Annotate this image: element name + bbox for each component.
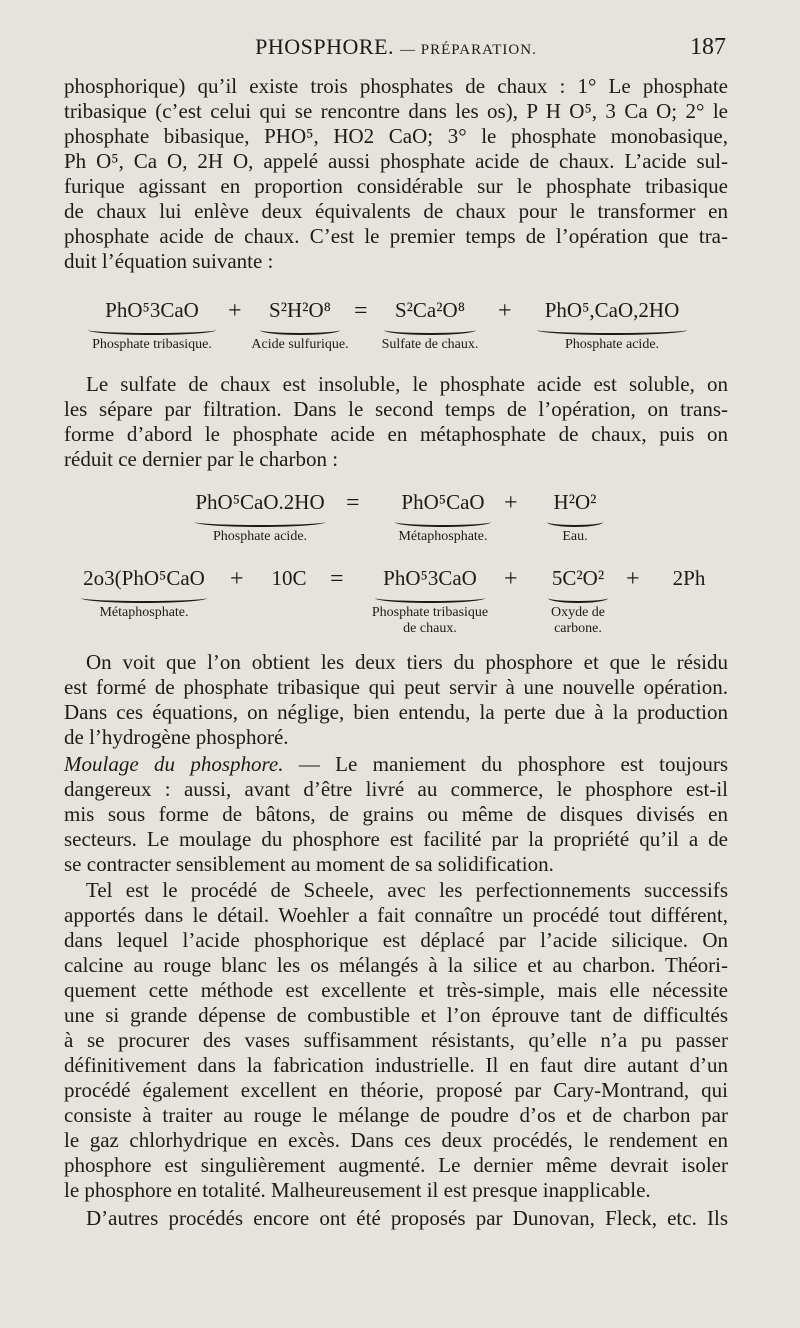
- plus-sign: +: [504, 566, 518, 592]
- text-line: Ph O⁵, Ca O, 2H O, appelé aussi phosphate acide de chaux. L’acide sul-: [64, 149, 728, 173]
- plus-sign: +: [498, 298, 512, 324]
- equation-3: [0, 566, 800, 646]
- formula: PhO⁵CaO.2HO: [195, 490, 325, 514]
- paragraph-3: [64, 650, 728, 750]
- formula: PhO⁵CaO: [401, 490, 485, 514]
- formula: S²Ca²O⁸: [394, 298, 466, 322]
- header-title-sub: — PRÉPARATION.: [400, 42, 537, 58]
- text-line: le phosphore en totalité. Malheureusement il est presque inapplicable.: [64, 1178, 651, 1202]
- formula: PhO⁵3CaO: [105, 298, 199, 322]
- equation-term: [190, 490, 330, 545]
- text-line: se contracter sensiblement au moment de sa solidification.: [64, 852, 554, 876]
- text-fragment: — Le maniement du phosphore est toujours: [298, 752, 728, 776]
- text-line: dans lequel l’acide phosphorique est déplacé par l’acide silicique. On: [64, 928, 728, 952]
- text-line: définitivement dans la fabrication industrielle. Il en faut dire autant d’un: [64, 1053, 728, 1077]
- text-line: phosphorique) qu’il existe trois phosphates de chaux : 1° Le phosphate: [64, 74, 728, 98]
- text-line: réduit ce dernier par le charbon :: [64, 447, 339, 471]
- text-line: forme d’abord le phosphate acide en métaphosphate de chaux, puis on: [64, 422, 728, 446]
- text-line: apportés dans le détail. Woehler a fait connaître un procédé tout différent,: [64, 903, 728, 927]
- plus-sign: +: [626, 566, 640, 592]
- term-label: Métaphosphate.: [99, 605, 189, 620]
- text-line: D’autres procédés encore ont été proposés par Dunovan, Fleck, etc. Ils: [86, 1206, 728, 1230]
- equation-2: [0, 490, 800, 550]
- text-line: duit l’équation suivante :: [64, 249, 274, 273]
- underbrace: [195, 517, 325, 527]
- equation-term: [82, 298, 222, 353]
- text-line: le gaz chlorhydrique en excès. Dans ces deux procédés, le rendement en: [64, 1128, 728, 1152]
- text-line: furique agissant en proportion considérable sur le phosphate tribasique: [64, 174, 728, 198]
- equation-term: [374, 298, 486, 353]
- equation-term: [540, 566, 616, 637]
- term-label: carbone.: [554, 621, 602, 636]
- text-line: Tel est le procédé de Scheele, avec les perfectionnements successifs: [86, 878, 728, 902]
- equation-term: [74, 566, 214, 621]
- underbrace: [384, 325, 476, 335]
- text-line: tribasique (c’est celui qui se rencontre dans les os), P H O⁵, 3 Ca O; 2° le: [64, 99, 728, 123]
- formula: H²O²: [553, 490, 597, 514]
- equals-sign: =: [330, 566, 344, 592]
- text-line: mis sous forme de bâtons, de grains ou même de disques divisés en: [64, 802, 728, 826]
- term-label: Métaphosphate.: [398, 529, 488, 544]
- equation-term: [664, 566, 714, 591]
- formula: 2Ph: [672, 566, 706, 590]
- text-line: est formé de phosphate tribasique qui peut servir à une nouvelle opération.: [64, 675, 728, 699]
- text-line: Dans ces équations, on néglige, bien entendu, la perte due à la production: [64, 700, 728, 724]
- text-line: Le sulfate de chaux est insoluble, le phosphate acide est soluble, on: [86, 372, 728, 396]
- equals-sign: =: [346, 490, 360, 516]
- formula: PhO⁵3CaO: [383, 566, 477, 590]
- text-line: On voit que l’on obtient les deux tiers du phosphore et que le résidu: [86, 650, 728, 674]
- underbrace: [375, 593, 485, 603]
- text-line: de chaux lui enlève deux équivalents de chaux pour le transformer en: [64, 199, 728, 223]
- formula: S²H²O⁸: [269, 298, 331, 322]
- plus-sign: +: [504, 490, 518, 516]
- equation-1: [0, 298, 800, 358]
- equation-term: [240, 298, 360, 353]
- underbrace: [260, 325, 340, 335]
- plus-sign: +: [228, 298, 242, 324]
- term-label: Phosphate acide.: [212, 529, 308, 544]
- equation-term: [264, 566, 314, 591]
- text-line: à se procurer des vases suffisamment résistants, qu’elle n’a pu passer: [64, 1028, 728, 1052]
- text-line: procédé également excellent en théorie, proposé par Cary-Montrand, qui: [64, 1078, 728, 1102]
- underbrace: [548, 593, 608, 603]
- text-line: une si grande dépense de combustible et l’on éprouve tant de difficultés: [64, 1003, 728, 1027]
- equation-term: [362, 566, 498, 637]
- paragraph-5: [64, 878, 728, 1203]
- term-label: Acide sulfurique.: [251, 337, 349, 352]
- section-title: Moulage du phosphore.: [64, 752, 284, 776]
- text-line: phosphore est singulièrement augmenté. Le dernier même devrait isoler: [64, 1153, 728, 1177]
- running-header: [64, 34, 728, 70]
- underbrace: [81, 593, 207, 603]
- term-label: Phosphate tribasique.: [92, 337, 212, 352]
- paragraph-6: [64, 1206, 728, 1231]
- formula: 5C²O²: [551, 566, 605, 590]
- underbrace: [395, 517, 491, 527]
- text-line: les sépare par filtration. Dans le second temps de l’opération, on trans-: [64, 397, 728, 421]
- text-line: calcine au rouge blanc les os mélangés à la silice et au charbon. Théori-: [64, 953, 728, 977]
- page-number: 187: [690, 34, 726, 60]
- term-label: Phosphate tribasique: [371, 605, 489, 620]
- formula: 10C: [271, 566, 307, 590]
- header-title: [64, 34, 728, 60]
- plus-sign: +: [230, 566, 244, 592]
- text-line: quement cette méthode est excellente et très-simple, mais elle nécessite: [64, 978, 728, 1002]
- paragraph-1: [64, 74, 728, 274]
- paragraph-4: [64, 752, 728, 877]
- term-label: Eau.: [562, 529, 588, 544]
- text-line: secteurs. Le moulage du phosphore est facilité par la propriété qu’il a de: [64, 827, 728, 851]
- equals-sign: =: [354, 298, 368, 324]
- header-title-main: PHOSPHORE.: [255, 34, 395, 59]
- text-line: consiste à traiter au rouge le mélange de poudre d’os et de charbon par: [64, 1103, 728, 1127]
- text-line: [64, 752, 728, 777]
- formula: 2o3(PhO⁵CaO: [83, 566, 205, 590]
- term-label: de chaux.: [403, 621, 457, 636]
- formula: PhO⁵,CaO,2HO: [544, 298, 680, 322]
- text-line: phosphate acide de chaux. C’est le premier temps de l’opération que tra-: [64, 224, 728, 248]
- text-line: de l’hydrogène phosphoré.: [64, 725, 289, 749]
- term-label: Phosphate acide.: [564, 337, 660, 352]
- term-label: Sulfate de chaux.: [381, 337, 479, 352]
- underbrace: [537, 325, 687, 335]
- underbrace: [547, 517, 603, 527]
- text-line: phosphate bibasique, PHO⁵, HO2 CaO; 3° le phosphate monobasique,: [64, 124, 728, 148]
- equation-term: [388, 490, 498, 545]
- equation-term: [540, 490, 610, 545]
- term-label: Oxyde de: [550, 605, 606, 620]
- equation-term: [532, 298, 692, 353]
- text-line: dangereux : aussi, avant d’être livré au commerce, le phosphore est-il: [64, 777, 728, 801]
- underbrace: [88, 325, 216, 335]
- paragraph-2: [64, 372, 728, 472]
